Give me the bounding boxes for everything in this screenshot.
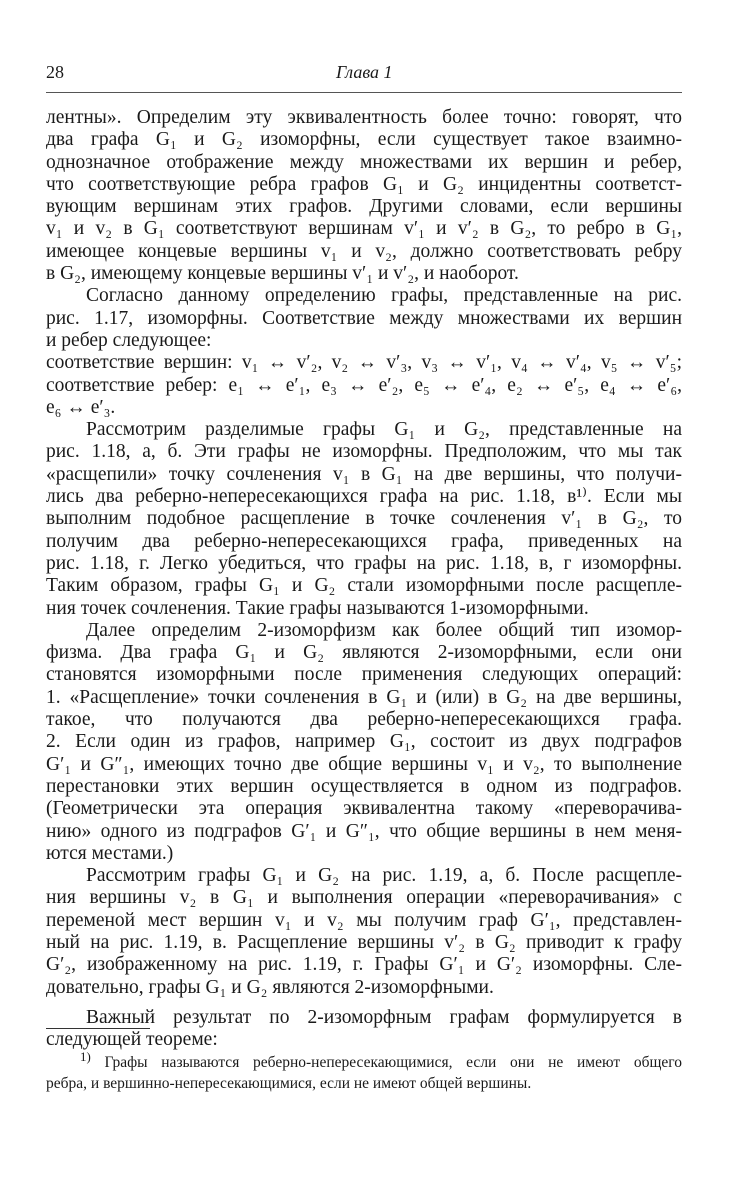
text-line: такое, что получаются два реберно-непересекающихся графа. <box>46 709 682 731</box>
text-line: 1. «Расщепление» точки сочленения в G₁ и (или) в G₂ на две вершины, <box>46 686 682 708</box>
text-line: Рассмотрим разделимые графы G₁ и G₂, представленные на <box>86 419 682 441</box>
text-line: ются местами.) <box>46 842 174 864</box>
text-line: «расщепили» точку сочленения v₁ в G₁ на две вершины, что получи- <box>46 463 682 485</box>
text-line: имеющее концевые вершины v₁ и v₂, должно соответствовать ребру <box>46 240 682 262</box>
text-line: следующей теореме: <box>46 1029 218 1051</box>
body-text <box>46 107 682 1051</box>
text-line: Далее определим 2-изоморфизм как более общий тип изомор- <box>86 619 682 641</box>
text-line: перестановки этих вершин осуществляется в одном из подграфов. <box>46 775 682 797</box>
text-line: получим два реберно-непересекающихся графа, приведенных на <box>46 530 682 552</box>
text-line: физма. Два графа G₁ и G₂ являются 2-изоморфными, если они <box>46 642 682 664</box>
text-line: Таким образом, графы G₁ и G₂ стали изоморфными после расщепле- <box>46 575 682 597</box>
text-line: ния точек сочленения. Такие графы называются 1-изоморфными. <box>46 597 589 619</box>
text-line: e₆ ↔ e′₃. <box>46 396 116 418</box>
footnote-text: Графы называются реберно-непересекающимися, если они не имеют общего <box>104 1054 682 1072</box>
paragraph <box>46 285 682 419</box>
paragraph <box>46 865 682 999</box>
text-line: лентны». Определим эту эквивалентность более точно: говорят, что <box>46 107 682 128</box>
text-line: G′₁ и G″₁, имеющих точно две общие вершины v₁ и v₂, то выполнение <box>46 753 682 775</box>
text-line: два графа G₁ и G₂ изоморфны, если существует такое взаимно- <box>46 129 682 151</box>
page-number: 28 <box>46 62 64 82</box>
header-rule <box>46 92 682 93</box>
text-line: соответствие ребер: e₁ ↔ e′₁, e₃ ↔ e′₂, e₅ ↔ e′₄, e₂ ↔ e′₅, e₄ ↔ e′₆, <box>46 374 682 396</box>
text-line: рис. 1.18, а, б. Эти графы не изоморфны. Предположим, что мы так <box>46 441 682 463</box>
text-line: выполним подобное расщепление в точке сочленения v′₁ в G₂, то <box>46 508 682 530</box>
text-line: ния вершины v₂ в G₁ и выполнения операции «переворачивания» с <box>46 887 682 909</box>
paragraph <box>46 1007 682 1052</box>
text-line: Согласно данному определению графы, представленные на рис. <box>86 285 682 307</box>
paragraph <box>46 419 682 620</box>
footnote-rule <box>46 1028 150 1029</box>
text-line: рис. 1.17, изоморфны. Соответствие между множествами их вершин <box>46 307 682 329</box>
paragraph <box>46 107 682 285</box>
text-line: что соответствующие ребра графов G₁ и G₂ инцидентны соответст- <box>46 173 682 195</box>
text-line: и ребер следующее: <box>46 329 212 351</box>
text-line: вующим вершинам этих графов. Другими словами, если вершины <box>46 196 682 218</box>
footnote-line <box>46 1046 682 1073</box>
page-header <box>46 62 682 88</box>
footnote <box>46 1046 682 1094</box>
text-line: 2. Если один из графов, например G₁, состоит из двух подграфов <box>46 731 682 753</box>
text-line: однозначное отображение между множествами их вершин и ребер, <box>46 151 682 173</box>
text-line: (Геометрически эта операция эквивалентна такому «переворачива- <box>46 798 682 820</box>
footnote-marker: 1) <box>80 1049 91 1064</box>
text-line: переменой мест вершин v₁ и v₂ мы получим граф G′₁, представлен- <box>46 909 682 931</box>
chapter-title: Глава 1 <box>336 62 393 82</box>
text-line: довательно, графы G₁ и G₂ являются 2-изоморфными. <box>46 976 494 998</box>
text-line: становятся изоморфными после применения следующих операций: <box>46 664 682 686</box>
text-line: рис. 1.18, г. Легко убедиться, что графы на рис. 1.18, в, г изоморфны. <box>46 552 682 574</box>
text-line: в G₂, имеющему концевые вершины v′₁ и v′₂, и наоборот. <box>46 263 519 285</box>
text-line: соответствие вершин: v₁ ↔ v′₂, v₂ ↔ v′₃, v₃ ↔ v′₁, v₄ ↔ v′₄, v₅ ↔ v′₅; <box>46 352 682 374</box>
paragraph <box>46 620 682 865</box>
text-line: Рассмотрим графы G₁ и G₂ на рис. 1.19, а, б. После расщепле- <box>86 865 682 887</box>
text-line: v₁ и v₂ в G₁ соответствуют вершинам v′₁ и v′₂ в G₂, то ребро в G₁, <box>46 218 682 240</box>
text-line: ный на рис. 1.19, в. Расщепление вершины v′₂ в G₂ приводит к графу <box>46 931 682 953</box>
text-line: G′₂, изображенному на рис. 1.19, г. Графы G′₁ и G′₂ изоморфны. Сле- <box>46 954 682 976</box>
text-line: нию» одного из подграфов G′₁ и G″₁, что общие вершины в нем меня- <box>46 820 682 842</box>
text-line: лись два реберно-непересекающихся графа на рис. 1.18, в¹⁾. Если мы <box>46 486 682 508</box>
text-line: Важный результат по 2-изоморфным графам формулируется в <box>86 1006 682 1028</box>
footnote-line: ребра, и вершинно-непересекающимися, если не имеют общей вершины. <box>46 1075 532 1093</box>
